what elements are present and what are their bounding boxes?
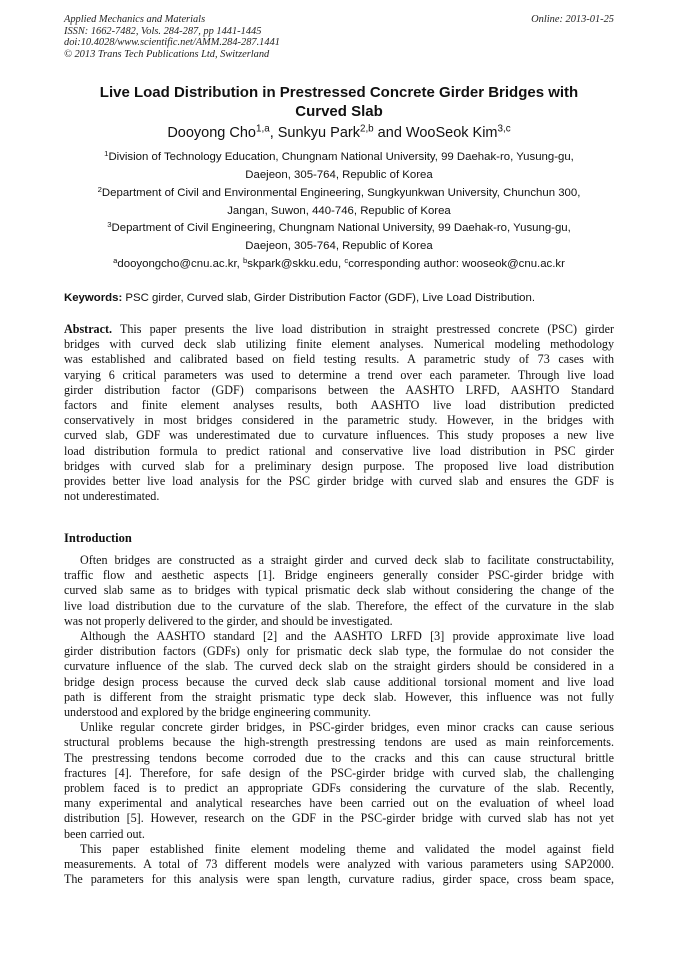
abstract-line: provides better live load analysis for the PSC girder bridge with curved slab and ensures the GDF is <box>64 474 614 489</box>
intro-line: Often bridges are constructed as a straight girder and curved deck slab to facilitate constructability, <box>80 553 614 567</box>
intro-line: The prestressing tendons become corroded due to the cracks and this can cause structural brittle <box>64 750 614 765</box>
intro-line: understood and explored by the bridge engineering community. <box>64 705 371 720</box>
abstract-line <box>64 322 614 337</box>
author-3: WooSeok Kim <box>405 125 498 141</box>
journal-header <box>64 14 280 60</box>
title-line-1: Live Load Distribution in Prestressed Concrete Girder Bridges with <box>99 84 579 101</box>
intro-line: distribution [5]. However, research on the GDF in the PSC-girder bridge with curved slab has not yet <box>64 811 614 826</box>
keywords <box>64 290 614 306</box>
intro-line: fractures [4]. Therefore, for safe design of the PSC-girder bridge with curved slab, the challenging <box>64 765 614 780</box>
abstract-line: varying 6 critical parameters was used to determine a trend over each parameter. Through live load <box>64 367 614 382</box>
email-b[interactable]: skpark@skku.edu, <box>247 258 345 270</box>
author-sep-2: and <box>373 125 406 141</box>
abstract-line: not underestimated. <box>64 489 160 504</box>
abstract-line: girder distribution factor (GDF) comparisons between the AASHTO LRFD, AASHTO Standard <box>64 382 614 397</box>
affiliation-1-line-2: Daejeon, 305-764, Republic of Korea <box>245 169 433 181</box>
intro-line: curvature influence of the slab. The curved deck slab on the straight girders should be considered in a <box>64 659 614 674</box>
intro-line: was not properly delivered to the girder, and should be investigated. <box>64 613 393 628</box>
affiliation-3-line-2: Daejeon, 305-764, Republic of Korea <box>245 240 433 252</box>
affiliation-2-sup: 2 <box>97 184 102 194</box>
intro-line: path is different from the straight prismatic type deck slab. However, this influence was not fully <box>64 689 614 704</box>
title-line-2: Curved Slab <box>295 103 383 120</box>
intro-line: measurements. A total of 73 different models were analyzed with various parameters using SAP2000. <box>64 857 614 872</box>
abstract-line: bridges with curved deck slab utilizing finite element analyses. Numerical modeling methodology <box>64 337 614 352</box>
abstract-line: was established and calibrated based on field testing results. A parametric study of 73 cases with <box>64 352 614 367</box>
abstract-line: bridges with curved slab for a preliminary design purpose. The proposed live load distribution <box>64 458 614 473</box>
affiliation-3 <box>64 219 614 255</box>
intro-line: traffic flow and aesthetic aspects [1]. Bridge engineers generally consider PSC-girder bridge with <box>64 568 614 583</box>
intro-line: live load distribution due to the curvature of the slab. Therefore, the effect of the curvature in the slab <box>64 598 614 613</box>
intro-line: Although the AASHTO standard [2] and the AASHTO LRFD [3] provide approximate live load <box>80 629 614 644</box>
section-heading-introduction: Introduction <box>64 531 132 545</box>
email-b-sup: b <box>242 255 248 265</box>
intro-line: This paper established finite element modeling theme and validated the model against field <box>80 841 614 856</box>
intro-line: been carried out. <box>64 826 145 841</box>
keywords-label: Keywords: <box>64 292 123 304</box>
author-2: Sunkyu Park <box>277 125 360 141</box>
intro-line: The parameters for this analysis were span length, curvature radius, girder space, cross beam space, <box>64 872 614 887</box>
email-c-sup: c <box>344 255 349 265</box>
online-date: Online: 2013-01-25 <box>531 14 614 25</box>
abstract-label: Abstract. <box>64 322 113 336</box>
copyright-line: © 2013 Trans Tech Publications Ltd, Switzerland <box>64 48 270 60</box>
abstract-first-text: This paper presents the live load distribution in straight prestressed concrete (PSC) girder <box>112 322 614 336</box>
author-emails <box>64 255 614 273</box>
intro-line: bridge design process because the curved deck slab cause additional torsional moment and live load <box>64 674 614 689</box>
author-1: Dooyong Cho <box>167 125 256 141</box>
author-3-sup: 3,c <box>497 123 511 135</box>
author-list <box>64 125 614 142</box>
affiliation-1-sup: 1 <box>104 148 109 158</box>
keywords-text: PSC girder, Curved slab, Girder Distribution Factor (GDF), Live Load Distribution. <box>122 292 535 304</box>
author-2-sup: 2,b <box>359 123 374 135</box>
intro-line: curved slab same as to bridges with typical prismatic deck slab without considering the change of the <box>64 583 614 598</box>
affiliation-1 <box>64 148 614 184</box>
intro-line: Unlike regular concrete girder bridges, in PSC-girder bridges, even minor cracks can cause serious <box>80 720 614 735</box>
abstract <box>64 322 614 504</box>
abstract-line: curved slab, GDF was underestimated due to curvature influences. This study proposes a new live <box>64 428 614 443</box>
affiliation-3-line-1: Department of Civil Engineering, Chungnam National University, 99 Daehak-ro, Yusung-gu, <box>111 222 571 234</box>
email-c[interactable]: corresponding author: wooseok@cnu.ac.kr <box>348 258 565 270</box>
affiliation-3-sup: 3 <box>107 219 112 229</box>
intro-line: problem faced is to predict an appropriate GDFs considering the curvature of the slab. Recently, <box>64 781 614 796</box>
abstract-line: factors and finite element analyses results, both AASHTO live load distribution predicted <box>64 398 614 413</box>
affiliation-2-line-1: Department of Civil and Environmental Engineering, Sungkyunkwan University, Chunchun 300, <box>101 187 581 199</box>
abstract-line: load distribution formula to predict rational and conservative live load distribution in PSC girder <box>64 443 614 458</box>
paper-title <box>64 83 614 121</box>
email-a-sup: a <box>113 255 118 265</box>
email-a[interactable]: dooyongcho@cnu.ac.kr, <box>117 258 243 270</box>
author-1-sup: 1,a <box>256 123 270 135</box>
author-sep-1: , <box>269 125 278 141</box>
affiliation-2-line-2: Jangan, Suwon, 440-746, Republic of Korea <box>227 205 451 217</box>
introduction-body <box>64 553 614 887</box>
intro-line: structural problems because the high-strength prestressing tendons are used as main reinforcements. <box>64 735 614 750</box>
affiliation-2 <box>64 184 614 220</box>
doi-line[interactable]: doi:10.4028/www.scientific.net/AMM.284-287.1441 <box>64 37 280 49</box>
journal-name: Applied Mechanics and Materials <box>64 14 206 25</box>
affiliation-1-line-1: Division of Technology Education, Chungnam National University, 99 Daehak-ro, Yusung-gu, <box>108 151 574 163</box>
abstract-line: conservatively in most bridges considered in the parametric study. However, in the bridges with <box>64 413 614 428</box>
intro-line: girder distribution factors (GDFs) only for prismatic deck slab type, the formulae do not consider the <box>64 644 614 659</box>
intro-line: many experimental and analytical researches have been carried out on the evaluation of wheel load <box>64 796 614 811</box>
issn-line: ISSN: 1662-7482, Vols. 284-287, pp 1441-1445 <box>64 25 262 37</box>
